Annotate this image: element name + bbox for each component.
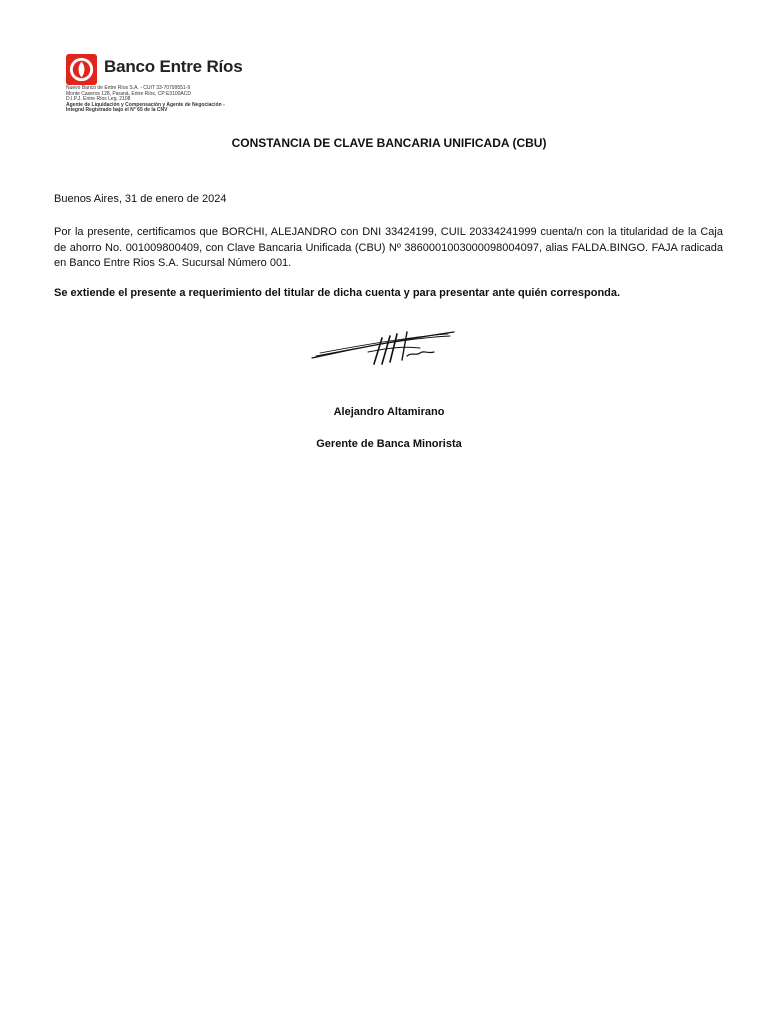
bank-logo-icon	[66, 54, 97, 85]
document-title: CONSTANCIA DE CLAVE BANCARIA UNIFICADA (CBU)	[231, 136, 547, 150]
bank-name: Banco Entre Ríos	[104, 57, 243, 76]
bank-detail-line: Nuevo Banco de Entre Ríos S.A. - CUIT 33-70799551-9	[66, 85, 191, 91]
signatory-role: Gerente de Banca Minorista	[316, 438, 462, 450]
closing-statement: Se extiende el presente a requerimiento del titular de dicha cuenta y para presentar ante quién corresponda.	[54, 287, 621, 299]
bank-detail-line: Agente de Liquidación y Compensación y Agente de Negociación -	[66, 101, 225, 108]
certification-paragraph: Por la presente, certificamos que BORCHI, ALEJANDRO con DNI 33424199, CUIL 20334241999 cuenta/n con la titularidad de la Caja de ahorro No. 001009800409, con Clave Bancaria Unificada (CBU) Nº 3860001003000098004097, alias FALDA.BINGO. FAJA radicada en Banco Entre Rios S.A. Sucursal Número 001.	[54, 226, 723, 269]
handwritten-signature	[308, 326, 458, 366]
bank-detail-line: D.I.P.J. Entre Ríos Leg. 2108	[66, 96, 131, 103]
signatory-name: Alejandro Altamirano	[333, 406, 445, 418]
bank-legal-details	[66, 86, 225, 114]
bank-detail-line: Integral Registrado bajo el N° 65 de la CNV	[66, 107, 168, 114]
date-line: Buenos Aires, 31 de enero de 2024	[54, 193, 227, 205]
bank-detail-line: Monte Caseros 128, Paraná, Entre Ríos, CP E3100ACD	[66, 90, 191, 97]
bank-letterhead	[66, 54, 326, 120]
